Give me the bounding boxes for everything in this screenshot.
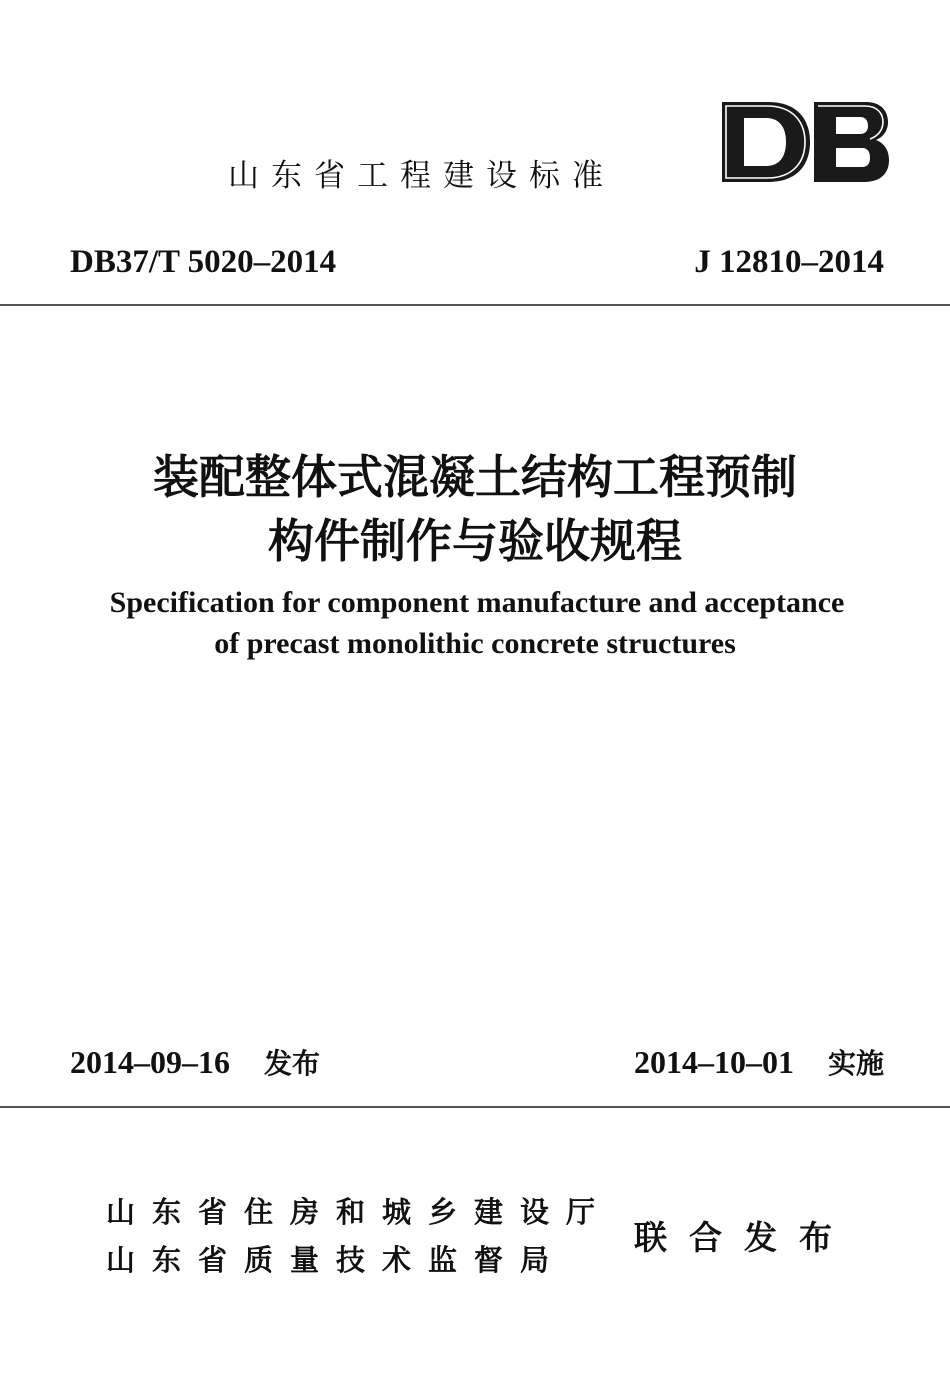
top-divider [0,304,950,306]
standard-code: DB37/T 5020–2014 [70,244,337,280]
joint-issue-label: 联合发布 [634,1218,854,1257]
standard-series-label: 山东省工程建设标准 [228,158,615,194]
title-en-line-2: of precast monolithic concrete structures [214,627,736,660]
publisher-line-2: 山东省质量技术监督局 [106,1243,567,1277]
issue-date-block [70,1042,320,1082]
title-cn-line-2: 构件制作与验收规程 [268,514,682,568]
db-logo-letter-b [814,102,889,182]
issue-date: 2014–09–16 [70,1044,230,1080]
db-logo-letter-d [722,102,810,182]
record-code: J 12810–2014 [694,244,884,280]
effective-date-block [634,1042,884,1082]
publisher-line-1: 山东省住房和城乡建设厅 [106,1195,613,1229]
issue-label: 发布 [264,1047,321,1080]
db-logo [720,100,890,184]
effective-date: 2014–10–01 [633,1044,794,1080]
title-cn-line-1: 装配整体式混凝土结构工程预制 [153,450,797,504]
effective-label: 实施 [827,1047,884,1080]
title-en-line-1: Specification for component manufacture and acceptance [109,586,845,619]
bottom-divider [0,1106,950,1108]
